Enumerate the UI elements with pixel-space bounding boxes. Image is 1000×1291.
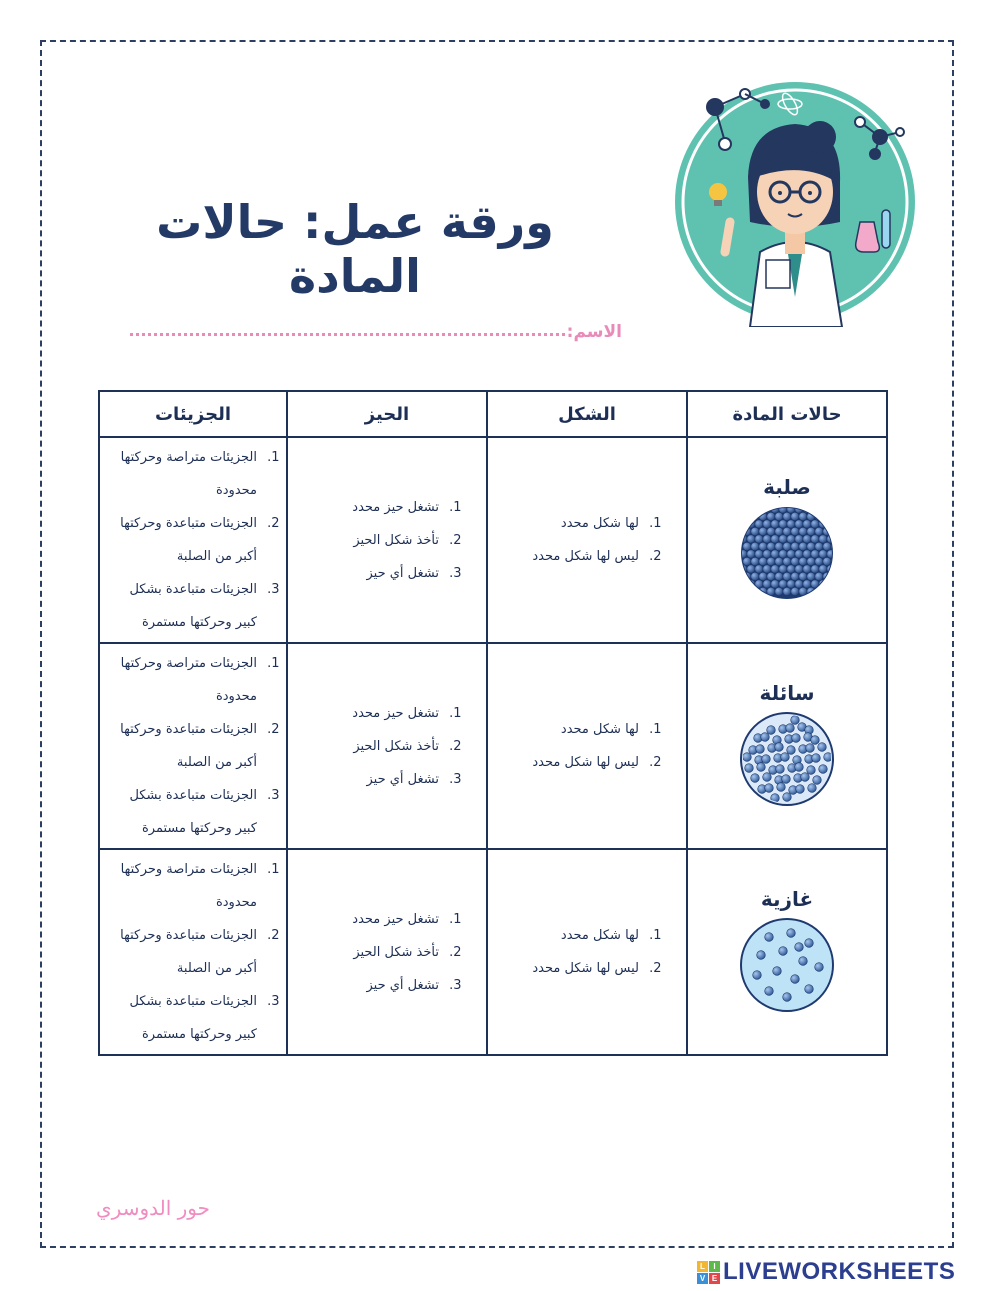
logo-letter: I <box>709 1261 720 1272</box>
particle <box>763 773 772 782</box>
logo-letter: L <box>697 1261 708 1272</box>
particle <box>745 764 754 773</box>
particle <box>751 572 759 580</box>
particle <box>743 557 751 565</box>
particle <box>775 542 783 550</box>
particle <box>815 542 823 550</box>
particle <box>827 520 835 528</box>
particle <box>771 520 779 528</box>
list-item: 3. تشغل أي حيز <box>289 969 445 1002</box>
particle <box>815 527 823 535</box>
state-cell <box>687 849 887 1055</box>
particle <box>799 957 808 966</box>
particle <box>743 587 751 595</box>
particle <box>763 565 771 573</box>
particle <box>777 783 786 792</box>
particle <box>831 587 835 595</box>
particle <box>775 527 783 535</box>
particle <box>803 565 811 573</box>
particle <box>776 765 785 774</box>
list-item: 2. تأخذ شكل الحيز <box>289 524 445 557</box>
particle <box>791 527 799 535</box>
particle <box>783 527 791 535</box>
particle <box>819 550 827 558</box>
list-item: 1. لها شكل محدد <box>489 919 645 952</box>
particle <box>827 580 835 588</box>
list-item: 1. تشغل حيز محدد <box>289 697 445 730</box>
header-state: حالات المادة <box>687 391 887 437</box>
particle <box>751 512 759 520</box>
particle <box>751 557 759 565</box>
gas-particles-icon <box>739 917 835 1013</box>
particle <box>815 512 823 520</box>
shape-cell <box>487 849 687 1055</box>
particle <box>823 542 831 550</box>
state-cell <box>687 643 887 849</box>
space-cell <box>287 643 487 849</box>
particle <box>795 520 803 528</box>
particle <box>806 744 815 753</box>
particle <box>779 580 787 588</box>
particle <box>775 512 783 520</box>
scientist-illustration <box>670 82 920 327</box>
particle <box>775 557 783 565</box>
particle <box>803 580 811 588</box>
table-row <box>99 643 887 849</box>
particle <box>813 776 822 785</box>
particle <box>779 535 787 543</box>
particle <box>803 550 811 558</box>
space-cell <box>287 849 487 1055</box>
particle <box>783 793 792 802</box>
list-item: 2. تأخذ شكل الحيز <box>289 936 445 969</box>
liquid-particles-icon <box>739 711 835 807</box>
particle <box>747 505 755 513</box>
particle <box>823 512 831 520</box>
logo-letter: E <box>709 1273 720 1284</box>
particle <box>783 572 791 580</box>
particle <box>799 512 807 520</box>
particle <box>771 535 779 543</box>
particle <box>787 520 795 528</box>
particle <box>815 572 823 580</box>
particle <box>743 753 752 762</box>
particle <box>751 774 760 783</box>
particle <box>787 580 795 588</box>
particle <box>767 542 775 550</box>
particle <box>831 572 835 580</box>
list-item: 3. تشغل أي حيز <box>289 557 445 590</box>
particle <box>805 985 814 994</box>
list-item: 1. تشغل حيز محدد <box>289 491 445 524</box>
particle <box>751 542 759 550</box>
particle <box>739 505 747 513</box>
particle <box>763 580 771 588</box>
particle <box>831 527 835 535</box>
particle <box>756 745 765 754</box>
particle <box>743 512 751 520</box>
particle <box>795 565 803 573</box>
particle <box>759 572 767 580</box>
particle <box>759 542 767 550</box>
state-name: سائلة <box>759 681 815 705</box>
particle <box>799 527 807 535</box>
particle <box>775 587 783 595</box>
particle <box>787 550 795 558</box>
particle <box>779 550 787 558</box>
list-item: 2. ليس لها شكل محدد <box>489 746 645 779</box>
particle <box>763 535 771 543</box>
particle <box>791 557 799 565</box>
particle <box>787 505 795 513</box>
particle <box>767 527 775 535</box>
particle <box>747 565 755 573</box>
list-item: 2. الجزيئات متباعدة وحركتها أكبر من الصلبة <box>107 507 263 573</box>
particle <box>791 512 799 520</box>
particle <box>827 550 835 558</box>
header-molecules: الجزيئات <box>99 391 287 437</box>
particle <box>787 535 795 543</box>
space-cell <box>287 437 487 643</box>
name-field[interactable] <box>130 316 622 342</box>
particle <box>812 754 821 763</box>
table-row <box>99 849 887 1055</box>
state-name: غازية <box>760 887 814 911</box>
particle <box>747 550 755 558</box>
particle <box>787 746 796 755</box>
list-item: 2. الجزيئات متباعدة وحركتها أكبر من الصلبة <box>107 713 263 779</box>
list-item: 1. الجزيئات متراصة وحركتها محدودة <box>107 647 263 713</box>
particle <box>765 987 774 996</box>
particle <box>755 505 763 513</box>
worksheet-title: ورقة عمل: حالات المادة <box>156 195 554 303</box>
particle <box>807 527 815 535</box>
particle <box>791 542 799 550</box>
particle <box>771 550 779 558</box>
particle <box>755 565 763 573</box>
particle <box>811 550 819 558</box>
particle <box>779 947 788 956</box>
particle <box>783 542 791 550</box>
particle <box>811 505 819 513</box>
particle <box>739 580 747 588</box>
particle <box>773 967 782 976</box>
particle <box>755 535 763 543</box>
particle <box>743 542 751 550</box>
particle <box>765 784 774 793</box>
particle <box>781 753 790 762</box>
list-item: 3. الجزيئات متباعدة بشكل كبير وحركتها مستمرة <box>107 779 263 845</box>
particle <box>775 743 784 752</box>
particle <box>811 565 819 573</box>
particle <box>796 785 805 794</box>
particle <box>755 550 763 558</box>
particle <box>783 587 791 595</box>
particle <box>792 734 801 743</box>
particle <box>757 951 766 960</box>
name-label: الاسم: <box>566 322 622 342</box>
state-cell <box>687 437 887 643</box>
particle <box>771 580 779 588</box>
particle <box>823 557 831 565</box>
list-item: 2. ليس لها شكل محدد <box>489 540 645 573</box>
particle <box>795 763 804 772</box>
particle <box>779 505 787 513</box>
list-item: 2. الجزيئات متباعدة وحركتها أكبر من الصلبة <box>107 919 263 985</box>
particle <box>808 784 817 793</box>
particle <box>759 527 767 535</box>
particle <box>782 775 791 784</box>
particle <box>751 527 759 535</box>
particle <box>827 505 835 513</box>
particle <box>807 557 815 565</box>
particle <box>799 557 807 565</box>
particle <box>771 565 779 573</box>
particle <box>795 535 803 543</box>
list-item: 1. الجزيئات متراصة وحركتها محدودة <box>107 853 263 919</box>
list-item: 1. لها شكل محدد <box>489 713 645 746</box>
list-item: 1. تشغل حيز محدد <box>289 903 445 936</box>
particle <box>803 520 811 528</box>
particle <box>815 963 824 972</box>
particle <box>787 929 796 938</box>
particle <box>801 773 810 782</box>
particle <box>803 535 811 543</box>
liveworksheets-logo-icon <box>697 1261 720 1284</box>
particle <box>775 572 783 580</box>
particle <box>767 557 775 565</box>
particle <box>787 565 795 573</box>
particle <box>757 763 766 772</box>
states-of-matter-table <box>98 390 888 1056</box>
particle <box>819 505 827 513</box>
particle <box>791 716 800 725</box>
particle <box>791 975 800 984</box>
list-item: 3. الجزيئات متباعدة بشكل كبير وحركتها مستمرة <box>107 573 263 639</box>
particle <box>739 550 747 558</box>
particle <box>805 939 814 948</box>
list-item: 2. ليس لها شكل محدد <box>489 952 645 985</box>
list-item: 3. الجزيئات متباعدة بشكل كبير وحركتها مستمرة <box>107 985 263 1051</box>
particle <box>811 520 819 528</box>
name-dotted-line[interactable] <box>130 333 565 336</box>
particle <box>783 557 791 565</box>
particle <box>819 565 827 573</box>
particle <box>795 580 803 588</box>
header-space: الحيز <box>287 391 487 437</box>
particle <box>791 587 799 595</box>
particle <box>819 535 827 543</box>
shape-cell <box>487 437 687 643</box>
particle <box>755 520 763 528</box>
particle <box>807 572 815 580</box>
header-shape: الشكل <box>487 391 687 437</box>
particle <box>783 512 791 520</box>
particle <box>767 512 775 520</box>
list-item: 1. الجزيئات متراصة وحركتها محدودة <box>107 441 263 507</box>
table-row <box>99 437 887 643</box>
particle <box>807 766 816 775</box>
particle <box>791 572 799 580</box>
particle <box>799 542 807 550</box>
particle <box>795 550 803 558</box>
particle <box>783 993 792 1002</box>
particle <box>799 572 807 580</box>
list-item: 3. تشغل أي حيز <box>289 763 445 796</box>
list-item: 2. تأخذ شكل الحيز <box>289 730 445 763</box>
particle <box>767 726 776 735</box>
particle <box>739 520 747 528</box>
particle <box>763 520 771 528</box>
molecules-cell <box>99 437 287 643</box>
particle <box>759 557 767 565</box>
particle <box>811 535 819 543</box>
particle <box>779 565 787 573</box>
liveworksheets-brand[interactable] <box>697 1258 955 1286</box>
shape-cell <box>487 643 687 849</box>
particle <box>753 971 762 980</box>
particle <box>779 520 787 528</box>
list-item: 1. لها شكل محدد <box>489 507 645 540</box>
state-name: صلبة <box>763 475 811 499</box>
molecules-cell <box>99 643 287 849</box>
particle <box>767 572 775 580</box>
solid-particles-icon <box>739 505 835 601</box>
particle <box>765 933 774 942</box>
particle <box>811 736 820 745</box>
author-signature: حور الدوسري <box>96 1196 210 1220</box>
particle <box>763 550 771 558</box>
particle <box>747 535 755 543</box>
particle <box>819 765 828 774</box>
particle <box>823 587 831 595</box>
particle <box>795 943 804 952</box>
molecules-cell <box>99 849 287 1055</box>
liveworksheets-text: LIVEWORKSHEETS <box>723 1258 956 1285</box>
particle <box>762 755 771 764</box>
particle <box>807 542 815 550</box>
particle <box>818 743 827 752</box>
particle <box>831 512 835 520</box>
particle <box>761 733 770 742</box>
particle <box>786 724 795 733</box>
particle <box>815 557 823 565</box>
logo-letter: V <box>697 1273 708 1284</box>
